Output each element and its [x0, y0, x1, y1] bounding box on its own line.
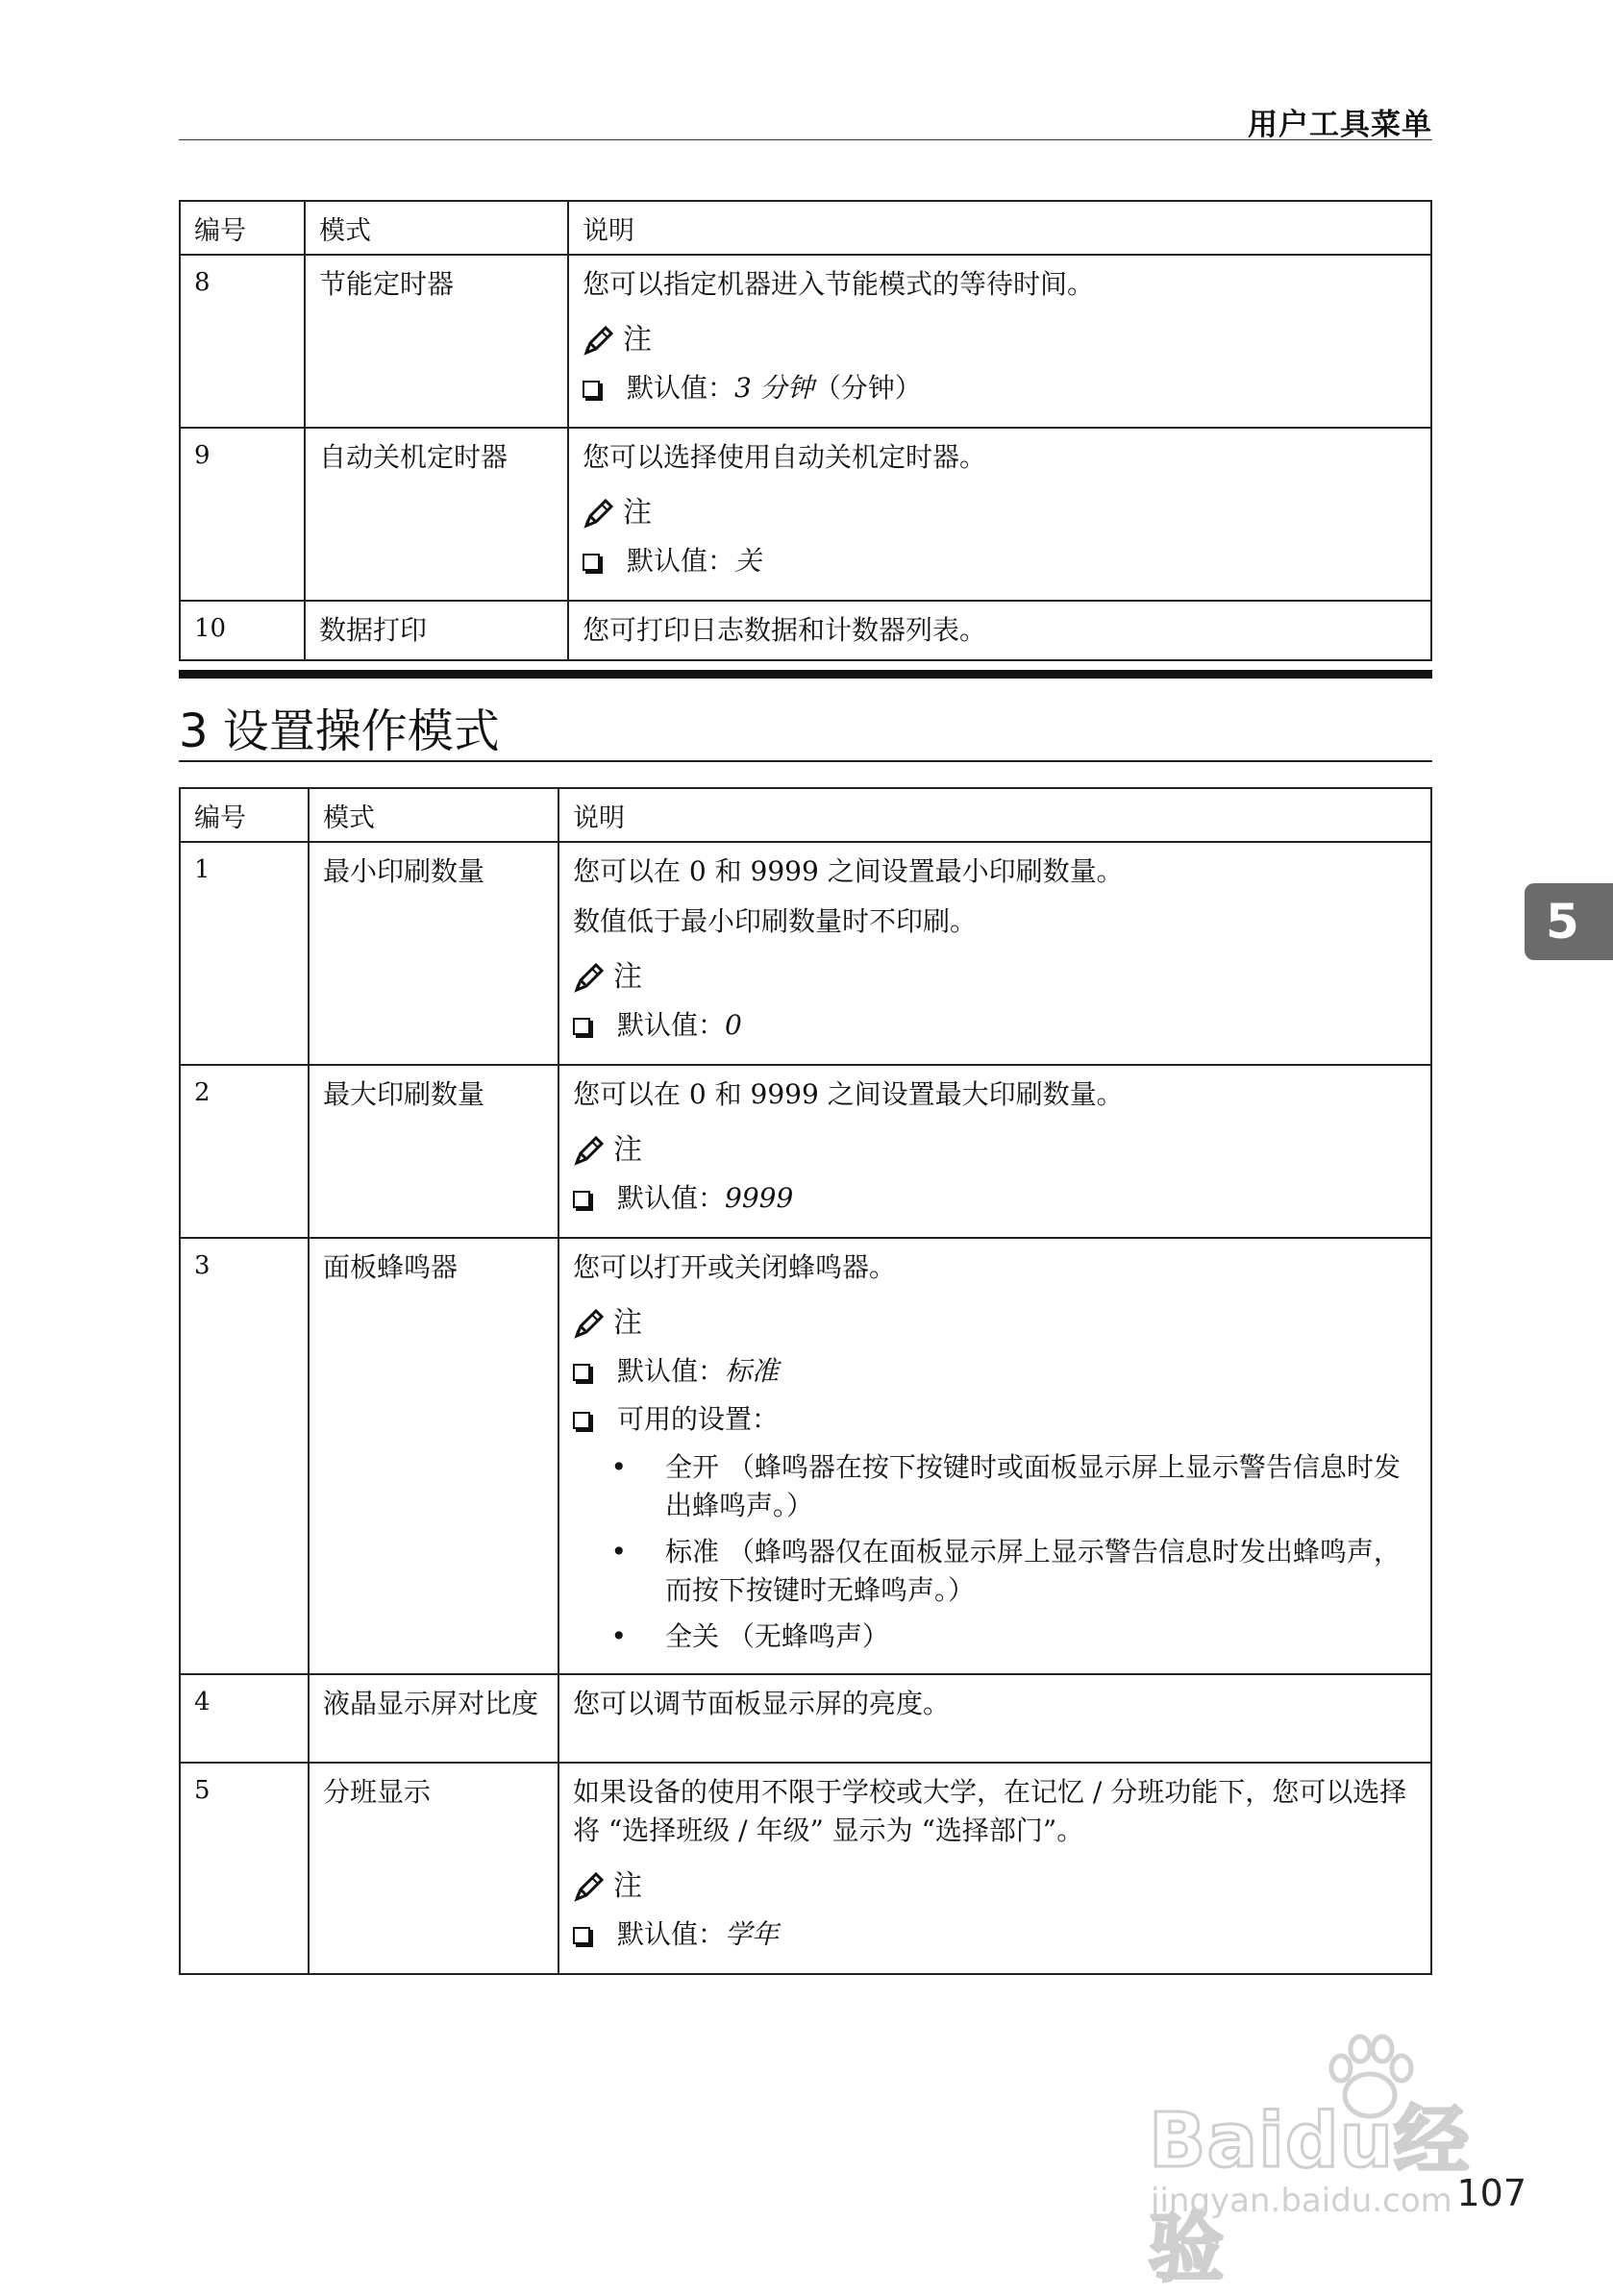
description-text: 您可以打开或关闭蜂鸣器。 — [573, 1251, 897, 1283]
bullet-dot-icon: • — [610, 1536, 627, 1568]
default-value: 3 分钟 — [734, 372, 814, 404]
available-settings-label: 可用的设置： — [617, 1403, 780, 1435]
default-value-item — [573, 1352, 1417, 1391]
note-heading — [583, 321, 1417, 359]
table-header-row — [180, 201, 1431, 255]
bullet-dot-icon: • — [610, 1620, 627, 1652]
row-mode: 分班显示 — [309, 1763, 558, 1974]
description-text: 您可打印日志数据和计数器列表。 — [583, 614, 987, 646]
available-settings-item — [573, 1400, 1417, 1439]
description-text: 您可以调节面板显示屏的亮度。 — [573, 1688, 951, 1719]
note-heading — [573, 1131, 1417, 1170]
col-header-number: 编号 — [180, 201, 305, 255]
default-value-item — [573, 1006, 1417, 1045]
pencil-note-icon — [583, 324, 615, 357]
description-text: 您可以在 0 和 9999 之间设置最大印刷数量。 — [573, 1078, 1124, 1110]
table-row — [180, 1674, 1431, 1763]
checkbox-bullet-icon — [573, 1927, 590, 1944]
description-text: 数值低于最小印刷数量时不印刷。 — [573, 905, 978, 937]
row-number: 10 — [180, 601, 305, 660]
default-value-item — [573, 1179, 1417, 1218]
note-heading — [573, 1867, 1417, 1906]
row-number: 2 — [180, 1065, 309, 1238]
row-description — [558, 1674, 1431, 1763]
row-number: 3 — [180, 1238, 309, 1674]
row-description — [558, 842, 1431, 1065]
note-label: 注 — [613, 960, 642, 994]
default-value: 标准 — [725, 1355, 780, 1387]
row-description — [568, 428, 1431, 601]
chapter-tab: 5 — [1525, 883, 1613, 960]
checkbox-bullet-icon — [583, 554, 600, 571]
default-suffix: （分钟） — [813, 372, 922, 404]
row-mode: 面板蜂鸣器 — [309, 1238, 558, 1674]
default-label: 默认值： — [617, 1009, 726, 1041]
row-number: 9 — [180, 428, 305, 601]
col-header-description: 说明 — [558, 788, 1431, 842]
option-text: 标准 （蜂鸣器仅在面板显示屏上显示警告信息时发出蜂鸣声，而按下按键时无蜂鸣声。） — [665, 1536, 1401, 1606]
row-number: 5 — [180, 1763, 309, 1974]
settings-table-2 — [179, 787, 1432, 1975]
default-value: 学年 — [725, 1918, 780, 1950]
page-number: 107 — [1456, 2172, 1526, 2214]
row-description — [558, 1238, 1431, 1674]
list-item — [573, 1617, 1417, 1656]
description-text: 如果设备的使用不限于学校或大学，在记忆 / 分班功能下，您可以选择将 “选择班级 / 年级” 显示为 “选择部门”。 — [573, 1776, 1407, 1846]
description-text: 您可以在 0 和 9999 之间设置最小印刷数量。 — [573, 855, 1124, 887]
row-number: 1 — [180, 842, 309, 1065]
row-number: 4 — [180, 1674, 309, 1763]
row-description — [568, 601, 1431, 660]
checkbox-bullet-icon — [573, 1412, 590, 1429]
row-description — [558, 1763, 1431, 1974]
table-row — [180, 1065, 1431, 1238]
table-row — [180, 255, 1431, 428]
description-text: 您可以选择使用自动关机定时器。 — [583, 441, 987, 473]
table-row — [180, 1238, 1431, 1674]
section-bar — [179, 670, 1432, 679]
checkbox-bullet-icon — [583, 381, 600, 398]
row-mode: 节能定时器 — [305, 255, 568, 428]
table-row — [180, 1763, 1431, 1974]
default-value: 0 — [725, 1009, 742, 1041]
row-mode: 液晶显示屏对比度 — [309, 1674, 558, 1763]
checkbox-bullet-icon — [573, 1018, 590, 1035]
default-value-item — [573, 1915, 1417, 1954]
col-header-description: 说明 — [568, 201, 1431, 255]
note-heading — [583, 494, 1417, 532]
table-header-row — [180, 788, 1431, 842]
option-text: 全关 （无蜂鸣声） — [665, 1620, 889, 1652]
col-header-mode: 模式 — [309, 788, 558, 842]
col-header-mode: 模式 — [305, 201, 568, 255]
option-text: 全开 （蜂鸣器在按下按键时或面板显示屏上显示警告信息时发出蜂鸣声。） — [665, 1451, 1401, 1521]
pencil-note-icon — [573, 1307, 606, 1340]
row-description — [558, 1065, 1431, 1238]
default-label: 默认值： — [617, 1355, 726, 1387]
pencil-note-icon — [573, 1134, 606, 1167]
default-value-item — [583, 369, 1417, 407]
default-value-item — [583, 542, 1417, 580]
row-mode: 最大印刷数量 — [309, 1065, 558, 1238]
checkbox-bullet-icon — [573, 1191, 590, 1208]
note-label: 注 — [613, 1306, 642, 1340]
settings-table-1 — [179, 200, 1432, 661]
note-heading — [573, 1304, 1417, 1343]
default-value: 关 — [734, 545, 762, 577]
pencil-note-icon — [573, 1870, 606, 1903]
row-mode: 数据打印 — [305, 601, 568, 660]
bullet-dot-icon: • — [610, 1451, 627, 1483]
default-label: 默认值： — [617, 1918, 726, 1950]
row-mode: 自动关机定时器 — [305, 428, 568, 601]
list-item — [573, 1448, 1417, 1525]
row-mode: 最小印刷数量 — [309, 842, 558, 1065]
watermark-logo: Baidu经验 — [1149, 2098, 1471, 2292]
row-number: 8 — [180, 255, 305, 428]
note-label: 注 — [623, 323, 652, 357]
running-header: 用户工具菜单 — [1248, 108, 1432, 142]
col-header-number: 编号 — [180, 788, 309, 842]
section-rule — [179, 760, 1432, 762]
options-list — [573, 1448, 1417, 1656]
watermark-url: jingyan.baidu.com — [1151, 2182, 1452, 2220]
row-description — [568, 255, 1431, 428]
default-label: 默认值： — [627, 545, 735, 577]
checkbox-bullet-icon — [573, 1364, 590, 1381]
note-label: 注 — [613, 1133, 642, 1167]
default-label: 默认值： — [617, 1182, 726, 1214]
default-value: 9999 — [725, 1182, 794, 1214]
table-row — [180, 601, 1431, 660]
section-title: 3 设置操作模式 — [179, 704, 500, 758]
note-label: 注 — [613, 1869, 642, 1903]
default-label: 默认值： — [627, 372, 735, 404]
pencil-note-icon — [583, 497, 615, 530]
pencil-note-icon — [573, 961, 606, 994]
list-item — [573, 1533, 1417, 1610]
table-row — [180, 428, 1431, 601]
note-heading — [573, 958, 1417, 997]
note-label: 注 — [623, 496, 652, 530]
table-row — [180, 842, 1431, 1065]
header-rule — [179, 139, 1432, 140]
description-text: 您可以指定机器进入节能模式的等待时间。 — [583, 268, 1095, 300]
